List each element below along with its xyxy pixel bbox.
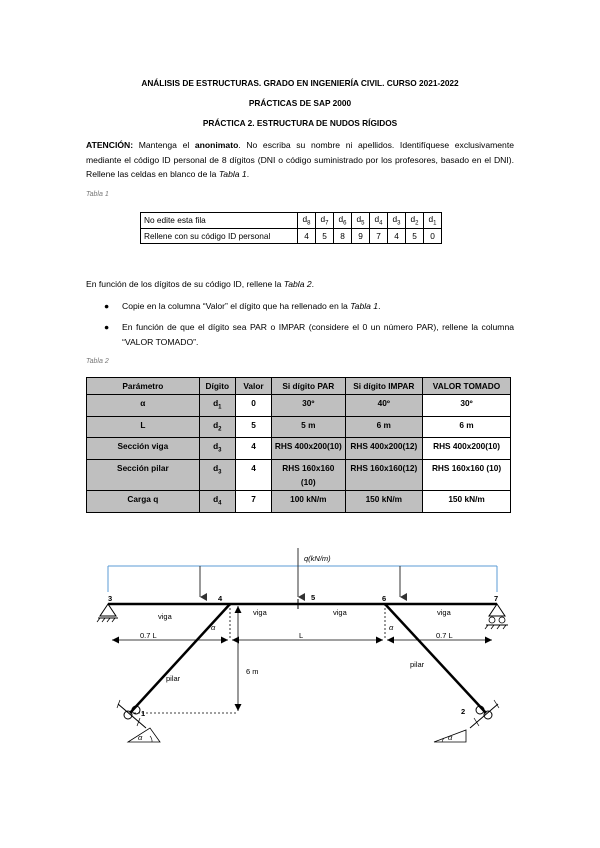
- viga-label-4: viga: [437, 608, 451, 617]
- left-pillar-line: [130, 604, 230, 713]
- id-digit-cell[interactable]: 7: [370, 228, 388, 243]
- digit-cell: $d_2$: [199, 416, 235, 438]
- digit-header: $d_8$: [298, 213, 316, 229]
- right-roller-support: [485, 604, 508, 629]
- digit-cell: $d_3$: [199, 438, 235, 460]
- tomado-cell[interactable]: RHS 400x200(10): [423, 438, 511, 460]
- par-cell: RHS 160x160 (10): [272, 459, 345, 490]
- node-3-label: 3: [108, 594, 113, 603]
- b1-text: Copie en la columna “Valor” el dígito que ha rellenado en la: [122, 301, 351, 311]
- table1-ref: Tabla 1: [218, 169, 247, 179]
- document-title: ANÁLISIS DE ESTRUCTURAS. GRADO EN INGENIERÍA CIVIL. CURSO 2021-2022: [141, 78, 459, 88]
- digit-header: $d_7$: [316, 213, 334, 229]
- instruction-bullet-2: En función de que el dígito sea PAR o IMPAR (considere el 0 un número PAR), rellene la columna “VALOR TOMADO”.: [122, 322, 514, 347]
- bullet-icon: ●: [104, 301, 110, 311]
- param-cell: Carga q: [87, 490, 200, 512]
- digit-header: $d_3$: [388, 213, 406, 229]
- param-cell: Sección pilar: [87, 459, 200, 490]
- id-digit-cell[interactable]: 8: [334, 228, 352, 243]
- digit-header: $d_1$: [424, 213, 442, 229]
- lead-text: En función de los dígitos de su código ID, rellene la: [86, 279, 284, 289]
- digit-header: $d_2$: [406, 213, 424, 229]
- id-digit-cell[interactable]: 0: [424, 228, 442, 243]
- attention-label: ATENCIÓN:: [86, 140, 134, 150]
- tomado-cell[interactable]: RHS 160x160 (10): [423, 459, 511, 490]
- intro-end: .: [246, 169, 250, 179]
- alpha-label-left-base: α: [138, 733, 143, 742]
- table1-row2-label: Rellene con su código ID personal: [141, 228, 298, 243]
- id-digit-cell[interactable]: 4: [298, 228, 316, 243]
- distributed-load: [108, 548, 497, 597]
- table1-row1-label: No edite esta fila: [141, 213, 298, 229]
- viga-label-2: viga: [253, 608, 267, 617]
- dim-07L-left-label: 0.7 L: [140, 631, 157, 640]
- valor-cell[interactable]: 0: [235, 395, 271, 417]
- dim-6m-label: 6 m: [246, 667, 259, 676]
- impar-cell: 40º: [345, 395, 423, 417]
- col-tomado: VALOR TOMADO: [423, 378, 511, 395]
- viga-label-3: viga: [333, 608, 347, 617]
- right-pillar-line: [385, 604, 486, 713]
- node-7-label: 7: [494, 594, 499, 603]
- digit-cell: $d_1$: [199, 395, 235, 417]
- valor-cell[interactable]: 4: [235, 438, 271, 460]
- col-digito: Dígito: [199, 378, 235, 395]
- intro-text-2: . No escriba su nombre ni apellidos. Identifíquese exclusivamente mediante el código ID personal de 8 dígitos (DNI o código suministrado por los profesores, basado en el DNI). Rellene las celdas en blanco de la: [86, 140, 514, 179]
- b1-end: .: [378, 301, 381, 311]
- par-cell: 100 kN/m: [272, 490, 345, 512]
- par-cell: RHS 400x200(10): [272, 438, 345, 460]
- digit-cell: $d_3$: [199, 459, 235, 490]
- node-2-label: 2: [461, 707, 466, 716]
- dim-L-label: L: [299, 631, 304, 640]
- bullet-icon: ●: [104, 322, 110, 332]
- alpha-label-6: α: [389, 623, 394, 632]
- dim-07L-right-label: 0.7 L: [436, 631, 453, 640]
- param-cell: α: [87, 395, 200, 417]
- load-label: q(kN/m): [304, 554, 331, 563]
- anonimato-word: anonimato: [194, 140, 239, 150]
- impar-cell: RHS 160x160(12): [345, 459, 423, 490]
- impar-cell: 150 kN/m: [345, 490, 423, 512]
- valor-cell[interactable]: 4: [235, 459, 271, 490]
- id-digit-cell[interactable]: 4: [388, 228, 406, 243]
- valor-cell[interactable]: 7: [235, 490, 271, 512]
- tomado-cell[interactable]: 6 m: [423, 416, 511, 438]
- digit-header: $d_4$: [370, 213, 388, 229]
- valor-cell[interactable]: 5: [235, 416, 271, 438]
- alpha-label-right-base: α: [448, 733, 453, 742]
- table2-ref: Tabla 2: [283, 279, 312, 289]
- param-cell: L: [87, 416, 200, 438]
- col-par: Si dígito PAR: [272, 378, 345, 395]
- tomado-cell[interactable]: 30º: [423, 395, 511, 417]
- lead-end: .: [311, 279, 315, 289]
- impar-cell: RHS 400x200(12): [345, 438, 423, 460]
- par-cell: 5 m: [272, 416, 345, 438]
- impar-cell: 6 m: [345, 416, 423, 438]
- right-base-support: [434, 700, 499, 742]
- table2-caption: Tabla 2: [86, 358, 109, 365]
- id-digit-cell[interactable]: 9: [352, 228, 370, 243]
- node-5-label: 5: [311, 593, 316, 602]
- practice-title: PRÁCTICA 2. ESTRUCTURA DE NUDOS RÍGIDOS: [202, 118, 398, 128]
- table1-caption: Tabla 1: [86, 191, 109, 198]
- alpha-label-4: α: [211, 623, 216, 632]
- digit-cell: $d_4$: [199, 490, 235, 512]
- pilar-label-right: pilar: [410, 660, 425, 669]
- node-4-label: 4: [218, 594, 223, 603]
- param-cell: Sección viga: [87, 438, 200, 460]
- intro-text-1: Mantenga el: [133, 140, 195, 150]
- digit-header: $d_6$: [334, 213, 352, 229]
- pilar-label-left: pilar: [166, 674, 181, 683]
- digit-header: $d_5$: [352, 213, 370, 229]
- node-6-label: 6: [382, 594, 387, 603]
- node-1-label: 1: [141, 709, 146, 718]
- par-cell: 30º: [272, 395, 345, 417]
- col-impar: Si dígito IMPAR: [345, 378, 423, 395]
- id-digit-cell[interactable]: 5: [406, 228, 424, 243]
- col-parametro: Parámetro: [87, 378, 200, 395]
- tomado-cell[interactable]: 150 kN/m: [423, 490, 511, 512]
- b1-ref: Tabla 1: [350, 301, 379, 311]
- col-valor: Valor: [235, 378, 271, 395]
- viga-label-1: viga: [158, 612, 172, 621]
- document-subtitle: PRÁCTICAS DE SAP 2000: [248, 98, 352, 108]
- left-roller-support: [97, 604, 118, 622]
- id-digit-cell[interactable]: 5: [316, 228, 334, 243]
